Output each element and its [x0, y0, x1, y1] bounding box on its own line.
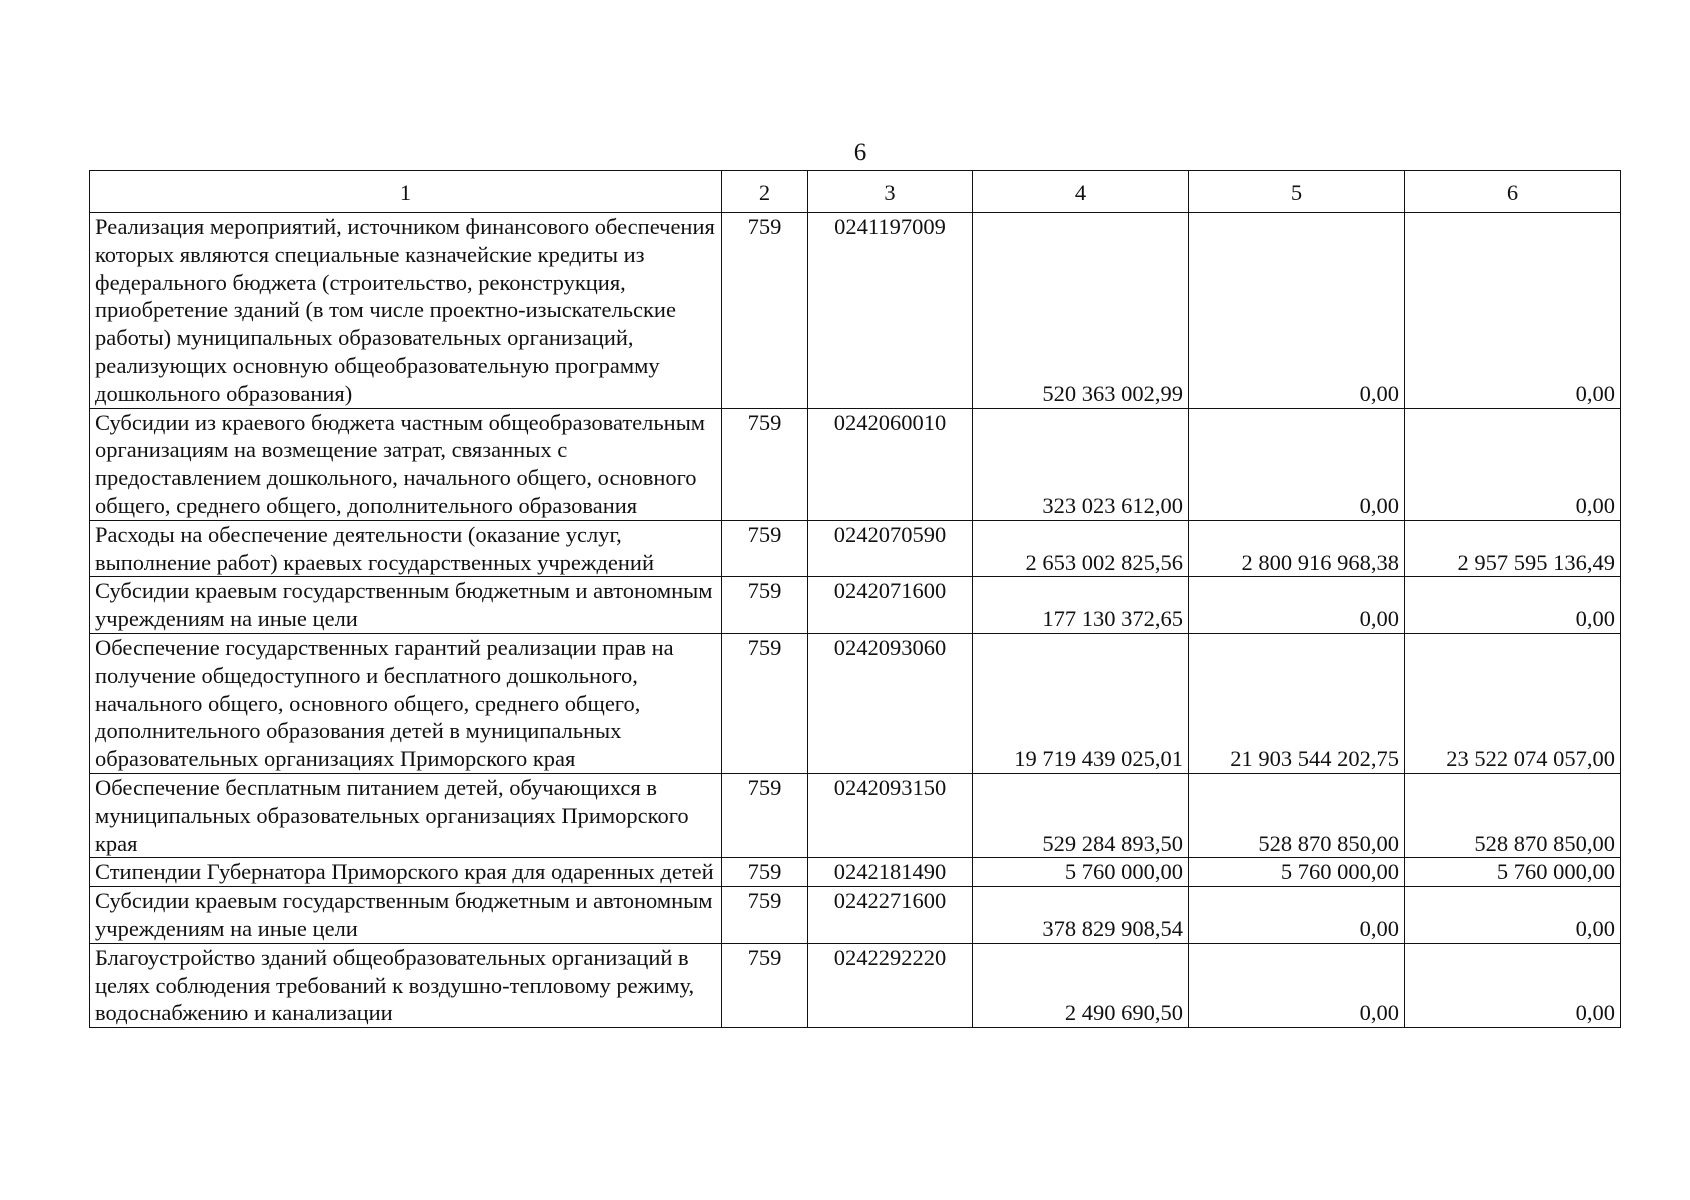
header-cell: 1	[90, 171, 722, 213]
table-row	[90, 520, 1621, 577]
target-article-code: 0242093150	[808, 773, 973, 857]
department-code: 759	[722, 633, 808, 773]
amount-col4: 520 363 002,99	[973, 213, 1189, 409]
header-cell: 4	[973, 171, 1189, 213]
amount-col6: 0,00	[1405, 213, 1621, 409]
amount-col4: 2 653 002 825,56	[973, 520, 1189, 577]
expense-name: Стипендии Губернатора Приморского края для одаренных детей	[90, 858, 722, 887]
amount-col4: 2 490 690,50	[973, 943, 1189, 1027]
table-body	[90, 213, 1621, 1028]
expense-name: Субсидии из краевого бюджета частным общеобразовательным организациям на возмещение затрат, связанных с предоставлением дошкольного, начального общего, основного общего, среднего общего, дополнительного образования	[90, 408, 722, 520]
expense-name: Расходы на обеспечение деятельности (оказание услуг, выполнение работ) краевых государственных учреждений	[90, 520, 722, 577]
amount-col6: 5 760 000,00	[1405, 858, 1621, 887]
target-article-code: 0242181490	[808, 858, 973, 887]
expense-name: Обеспечение государственных гарантий реализации прав на получение общедоступного и бесплатного дошкольного, начального общего, основного общего, среднего общего, дополнительного образования детей в муниципальных образовательных организациях Приморского края	[90, 633, 722, 773]
amount-col6: 2 957 595 136,49	[1405, 520, 1621, 577]
amount-col6: 0,00	[1405, 577, 1621, 634]
amount-col5: 21 903 544 202,75	[1189, 633, 1405, 773]
department-code: 759	[722, 943, 808, 1027]
department-code: 759	[722, 408, 808, 520]
amount-col5: 0,00	[1189, 943, 1405, 1027]
table-row	[90, 773, 1621, 857]
table-row	[90, 633, 1621, 773]
table-row	[90, 887, 1621, 944]
target-article-code: 0242292220	[808, 943, 973, 1027]
amount-col6: 528 870 850,00	[1405, 773, 1621, 857]
table-row	[90, 858, 1621, 887]
expense-name: Обеспечение бесплатным питанием детей, обучающихся в муниципальных образовательных организациях Приморского края	[90, 773, 722, 857]
amount-col5: 5 760 000,00	[1189, 858, 1405, 887]
department-code: 759	[722, 887, 808, 944]
table-row	[90, 213, 1621, 409]
table-row	[90, 943, 1621, 1027]
amount-col6: 0,00	[1405, 943, 1621, 1027]
amount-col6: 0,00	[1405, 887, 1621, 944]
amount-col5: 528 870 850,00	[1189, 773, 1405, 857]
header-cell: 5	[1189, 171, 1405, 213]
page-number: 6	[853, 139, 867, 166]
amount-col5: 0,00	[1189, 213, 1405, 409]
target-article-code: 0241197009	[808, 213, 973, 409]
target-article-code: 0242093060	[808, 633, 973, 773]
department-code: 759	[722, 520, 808, 577]
department-code: 759	[722, 773, 808, 857]
expense-name: Реализация мероприятий, источником финансового обеспечения которых являются специальные казначейские кредиты из федерального бюджета (строительство, реконструкция, приобретение зданий (в том числе проектно-изыскательские работы) муниципальных образовательных организаций, реализующих основную общеобразовательную программу дошкольного образования)	[90, 213, 722, 409]
target-article-code: 0242060010	[808, 408, 973, 520]
amount-col5: 0,00	[1189, 408, 1405, 520]
expense-name: Субсидии краевым государственным бюджетным и автономным учреждениям на иные цели	[90, 887, 722, 944]
amount-col5: 0,00	[1189, 887, 1405, 944]
amount-col6: 23 522 074 057,00	[1405, 633, 1621, 773]
expense-name: Благоустройство зданий общеобразовательных организаций в целях соблюдения требований к воздушно-тепловому режиму, водоснабжению и канализации	[90, 943, 722, 1027]
target-article-code: 0242070590	[808, 520, 973, 577]
header-cell: 6	[1405, 171, 1621, 213]
department-code: 759	[722, 577, 808, 634]
amount-col4: 378 829 908,54	[973, 887, 1189, 944]
target-article-code: 0242271600	[808, 887, 973, 944]
table-row	[90, 408, 1621, 520]
amount-col4: 5 760 000,00	[973, 858, 1189, 887]
amount-col6: 0,00	[1405, 408, 1621, 520]
header-cell: 3	[808, 171, 973, 213]
table-header	[90, 171, 1621, 213]
department-code: 759	[722, 213, 808, 409]
amount-col4: 19 719 439 025,01	[973, 633, 1189, 773]
amount-col5: 0,00	[1189, 577, 1405, 634]
target-article-code: 0242071600	[808, 577, 973, 634]
budget-table	[89, 170, 1621, 1028]
header-row	[90, 171, 1621, 213]
expense-name: Субсидии краевым государственным бюджетным и автономным учреждениям на иные цели	[90, 577, 722, 634]
amount-col5: 2 800 916 968,38	[1189, 520, 1405, 577]
amount-col4: 529 284 893,50	[973, 773, 1189, 857]
table-row	[90, 577, 1621, 634]
header-cell: 2	[722, 171, 808, 213]
department-code: 759	[722, 858, 808, 887]
amount-col4: 323 023 612,00	[973, 408, 1189, 520]
amount-col4: 177 130 372,65	[973, 577, 1189, 634]
